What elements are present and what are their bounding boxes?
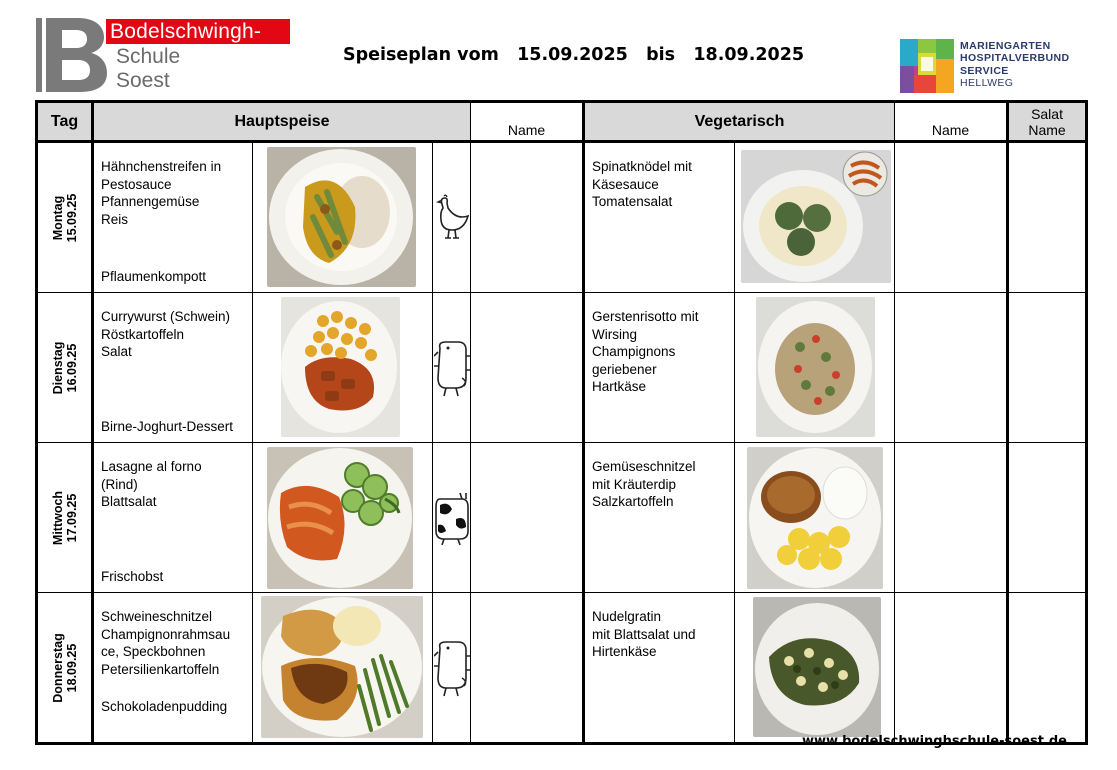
day-date: 15.09.25: [64, 193, 79, 242]
day-date: 17.09.25: [64, 493, 79, 542]
dessert: Schokoladenpudding: [101, 699, 228, 715]
day-date: 16.09.25: [64, 343, 79, 392]
pig-icon: [434, 638, 470, 698]
header-main: Hauptspeise: [93, 102, 471, 142]
pig-icon: [434, 338, 470, 398]
meat-type-cell: [433, 593, 471, 744]
meat-type-cell: [433, 293, 471, 443]
veg-name-cell[interactable]: [895, 593, 1008, 744]
main-dish-line: Petersilienkartoffeln: [101, 661, 220, 677]
vegetable-schnitzel-plate-image: [747, 447, 883, 589]
main-dish-photo: [253, 142, 433, 293]
main-name-cell[interactable]: [471, 293, 584, 443]
header-salad-name: [1008, 102, 1087, 142]
veg-dish-cell: [584, 142, 735, 293]
veg-dish-line: Hirtenkäse: [592, 644, 657, 660]
weekday: Dienstag: [50, 341, 65, 394]
day-cell: [37, 142, 93, 293]
veg-dish-line: Tomatensalat: [592, 194, 673, 210]
meat-type-cell: [433, 443, 471, 593]
header-vegetarian: Vegetarisch: [584, 102, 895, 142]
partner-mosaic-icon: [900, 39, 954, 93]
main-dish-photo: [253, 293, 433, 443]
partner-name: [960, 40, 1069, 89]
main-dish-line: Lasagne al forno: [101, 459, 202, 474]
veg-dish-photo: [735, 142, 895, 293]
day-cell: [37, 593, 93, 744]
salad-name-cell[interactable]: [1008, 593, 1087, 744]
day-row: [37, 293, 1087, 443]
barley-risotto-plate-image: [756, 297, 875, 437]
weekday: Montag: [50, 195, 65, 240]
header-day: Tag: [37, 102, 93, 142]
header-veg-name: Name: [895, 102, 1008, 142]
main-dish-cell: [93, 142, 253, 293]
chicken-pesto-plate-image: [267, 147, 416, 287]
schnitzel-plate-image: [261, 596, 423, 738]
veg-name-cell[interactable]: [895, 142, 1008, 293]
weekday: Mittwoch: [50, 490, 65, 545]
lasagne-plate-image: [267, 447, 413, 589]
veg-dish-line: mit Kräuterdip: [592, 476, 677, 492]
veg-dish-cell: [584, 293, 735, 443]
main-dish-line: Blattsalat: [101, 494, 157, 510]
veg-dish-line: geriebener: [592, 361, 657, 377]
main-name-cell[interactable]: [471, 142, 584, 293]
header-salad-line2: Name: [1028, 121, 1066, 138]
veg-name-cell[interactable]: [895, 293, 1008, 443]
dessert: Frischobst: [101, 569, 164, 585]
veg-dish-line: Nudelgratin: [592, 609, 662, 624]
main-name-cell[interactable]: [471, 593, 584, 744]
header-salad-line1: Salat: [1031, 105, 1063, 122]
school-name-line1: Bodelschwingh-: [110, 20, 262, 43]
title-date-to: 18.09.2025: [693, 45, 805, 65]
school-logo: [36, 18, 291, 92]
header-main-name: Name: [471, 102, 584, 142]
weekday: Donnerstag: [50, 632, 65, 703]
title-to-word: bis: [646, 45, 676, 65]
partner-line4: HELLWEG: [960, 76, 1014, 89]
partner-logo: [900, 38, 1090, 94]
veg-dish-line: mit Blattsalat und: [592, 626, 696, 642]
veg-dish-photo: [735, 443, 895, 593]
veg-dish-line: Wirsing: [592, 326, 638, 342]
main-dish-line: (Rind): [101, 476, 138, 492]
salad-name-cell[interactable]: [1008, 293, 1087, 443]
veg-name-cell[interactable]: [895, 443, 1008, 593]
cow-icon: [434, 491, 470, 545]
title-date-from: 15.09.2025: [517, 45, 628, 65]
partner-line1: MARIENGARTEN: [960, 40, 1051, 52]
veg-dish-line: Salzkartoffeln: [592, 494, 674, 510]
school-name-line3: Soest: [116, 69, 170, 92]
day-row: [37, 593, 1087, 744]
main-dish-line: Salat: [101, 344, 132, 360]
veg-dish-line: Gerstenrisotto mit: [592, 309, 699, 324]
main-dish-line: Reis: [101, 211, 129, 227]
footer-website[interactable]: www.bodelschwinghschule-soest.de: [801, 734, 1067, 749]
veg-dish-line: Hartkäse: [592, 379, 647, 395]
page-title: [343, 45, 804, 65]
day-cell: [37, 443, 93, 593]
main-dish-line: Pfannengemüse: [101, 194, 200, 210]
main-dish-photo: [253, 593, 433, 744]
dessert: Pflaumenkompott: [101, 269, 207, 285]
main-dish-line: Schweineschnitzel: [101, 609, 213, 624]
currywurst-plate-image: [281, 297, 400, 437]
main-dish-line: ce, Speckbohnen: [101, 644, 206, 660]
veg-dish-line: Spinatknödel mit: [592, 159, 692, 174]
salad-name-cell[interactable]: [1008, 443, 1087, 593]
title-label: Speiseplan vom: [343, 45, 499, 65]
veg-dish-line: Gemüseschnitzel: [592, 459, 696, 474]
main-dish-cell: [93, 293, 253, 443]
chicken-icon: [434, 194, 470, 242]
main-dish-cell: [93, 443, 253, 593]
meat-type-cell: [433, 142, 471, 293]
main-dish-photo: [253, 443, 433, 593]
pasta-gratin-plate-image: [753, 597, 881, 737]
veg-dish-photo: [735, 293, 895, 443]
veg-dish-line: Champignons: [592, 344, 676, 360]
day-row: [37, 142, 1087, 293]
veg-dish-photo: [735, 593, 895, 744]
menu-table: [35, 100, 1088, 745]
day-row: [37, 443, 1087, 593]
salad-name-cell[interactable]: [1008, 142, 1087, 293]
veg-dish-cell: [584, 593, 735, 744]
main-dish-line: Champignonrahmsau: [101, 626, 231, 642]
school-logo-b-icon: [36, 18, 108, 92]
school-name-line2: Schule: [116, 45, 181, 68]
main-dish-line: Pestosauce: [101, 176, 172, 192]
day-cell: [37, 293, 93, 443]
day-date: 18.09.25: [64, 643, 79, 692]
partner-line2: HOSPITALVERBUND: [960, 52, 1070, 65]
dessert: Birne-Joghurt-Dessert: [101, 419, 234, 435]
main-dish-cell: [93, 593, 253, 744]
main-dish-line: Hähnchenstreifen in: [101, 159, 222, 174]
veg-dish-cell: [584, 443, 735, 593]
veg-dish-line: Käsesauce: [592, 176, 659, 192]
main-dish-line: Röstkartoffeln: [101, 326, 185, 342]
spinach-dumpling-plate-image: [741, 150, 891, 283]
main-name-cell[interactable]: [471, 443, 584, 593]
partner-line3: SERVICE: [960, 64, 1009, 77]
main-dish-line: Currywurst (Schwein): [101, 309, 231, 324]
